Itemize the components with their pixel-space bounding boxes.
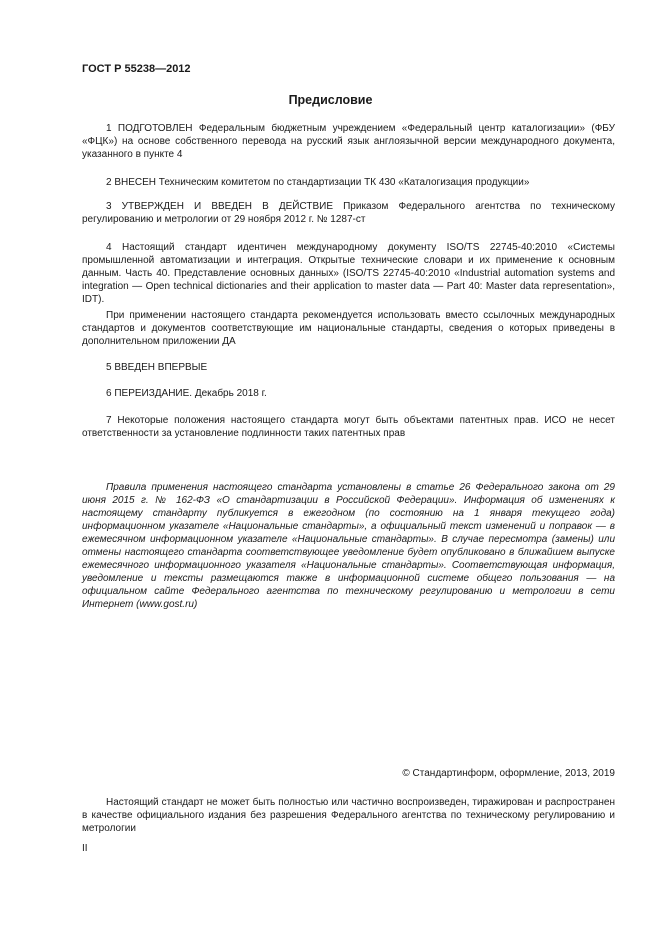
paragraph-6: 6 ПЕРЕИЗДАНИЕ. Декабрь 2018 г. [106,388,267,399]
paragraph-2: 2 ВНЕСЕН Техническим комитетом по стандартизации ТК 430 «Каталогизация продукции» [106,177,530,188]
paragraph-4-note: При применении настоящего стандарта рекомендуется использовать вместо ссылочных международных стандартов и документов соответствующие им национальные стандарты, сведения о которых приведены в дополнительном приложении ДА [82,310,615,347]
paragraph-3: 3 УТВЕРЖДЕН И ВВЕДЕН В ДЕЙСТВИЕ Приказом Федерального агентства по техническому регулированию и метрологии от 29 ноября 2012 г. № 1287-ст [82,201,615,225]
document-header: ГОСТ Р 55238—2012 [82,63,191,75]
rights-notice: Настоящий стандарт не может быть полностью или частично воспроизведен, тиражирован и распространен в качестве официального издания без разрешения Федерального агентства по техническому регулированию и метрологии [82,797,615,834]
paragraph-5: 5 ВВЕДЕН ВПЕРВЫЕ [106,362,208,373]
application-notice: Правила применения настоящего стандарта установлены в статье 26 Федерального закона от 29 июня 2015 г. № 162-ФЗ «О стандартизации в Российской Федерации». Информация об изменениях к настоящему стандарту публикуется в ежегодном (по состоянию на 1 января текущего года) информационном указателе «Национальные стандарты», а официальный текст изменений и поправок — в ежемесячном информационном указателе «Национальные стандарты». В случае пересмотра (замены) или отмены настоящего стандарта соответствующее уведомление будет опубликовано в ближайшем выпуске ежемесячного информационного указателя «Национальные стандарты». Соответствующая информация, уведомление и тексты размещаются также в информационной системе общего пользования — на официальном сайте Федерального агентства по техническому регулированию и метрологии в сети Интернет (www.gost.ru) [82,482,615,610]
paragraph-4: 4 Настоящий стандарт идентичен международному документу ISO/TS 22745-40:2010 «Системы промышленной автоматизации и интеграция. Открытые технические словари и их применение к основным данным. Часть 40. Представление основных данных» (ISO/TS 22745-40:2010 «Industrial automation systems and integration — Open technical dictionaries and their application to master data — Part 40: Master data representation», IDT). [82,242,615,305]
page-title: Предисловие [288,93,373,107]
paragraph-1: 1 ПОДГОТОВЛЕН Федеральным бюджетным учреждением «Федеральный центр каталогизации» (ФБУ «ФЦК») на основе собственного перевода на русский язык англоязычной версии международного документа, указанного в пункте 4 [82,123,615,160]
paragraph-7: 7 Некоторые положения настоящего стандарта могут быть объектами патентных прав. ИСО не несет ответственности за установление подлинности таких патентных прав [82,415,615,439]
copyright-line: © Стандартинформ, оформление, 2013, 2019 [402,768,615,779]
page-number: II [82,843,88,854]
